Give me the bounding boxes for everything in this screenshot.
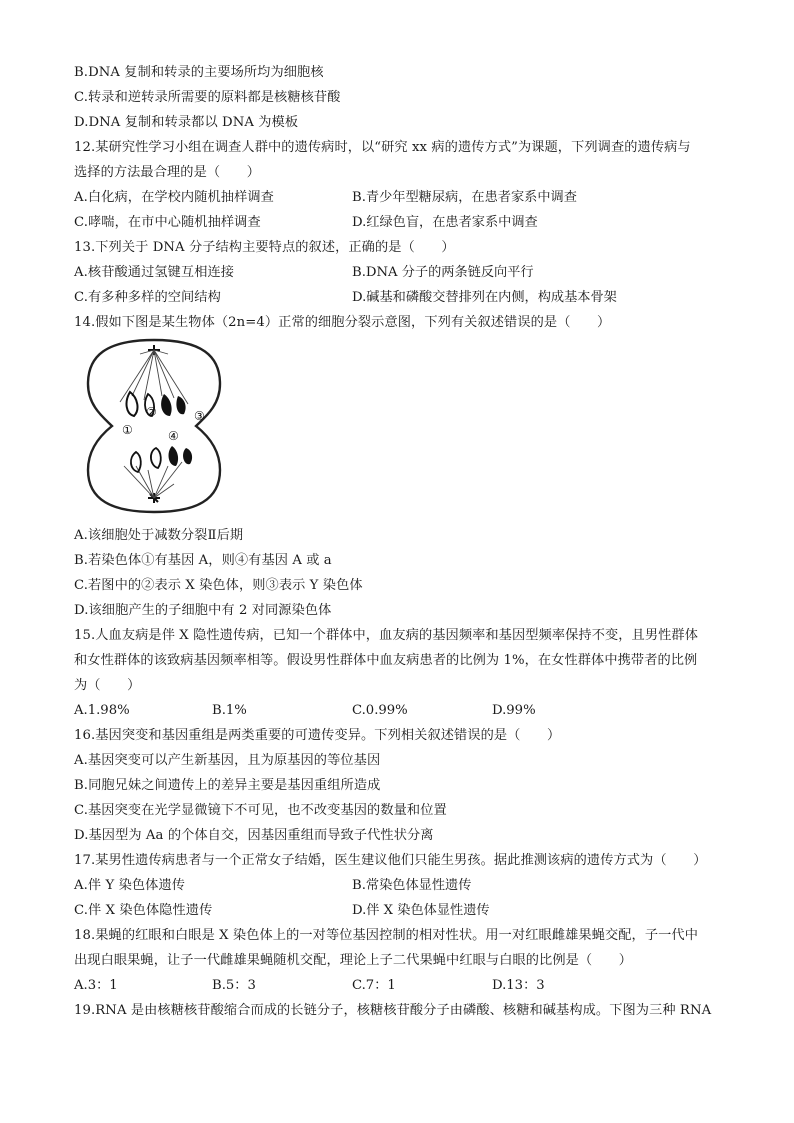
q17-option-c: C.伴 X 染色体隐性遗传 — [74, 903, 213, 918]
q13-option-c: C.有多种多样的空间结构 — [74, 290, 221, 305]
q14-option-c: C.若图中的②表示 X 染色体，则③表示 Y 染色体 — [74, 578, 363, 593]
q15-stem-line1: 15.人血友病是伴 X 隐性遗传病，已知一个群体中，血友病的基因频率和基因型频率保持不变，且男性群体 — [74, 628, 698, 643]
q15-option-b: B.1% — [212, 703, 247, 718]
q13-option-b: B.DNA 分子的两条链反向平行 — [352, 265, 534, 280]
q19-stem: 19.RNA 是由核糖核苷酸缩合而成的长链分子，核糖核苷酸分子由磷酸、核糖和碱基构成。下图为三种 RNA — [74, 1003, 712, 1018]
q17-option-b: B.常染色体显性遗传 — [352, 878, 472, 893]
q13-option-a: A.核苷酸通过氢键互相连接 — [74, 265, 235, 280]
q11-option-d: D.DNA 复制和转录都以 DNA 为模板 — [74, 115, 299, 130]
q12-stem-line1: 12.某研究性学习小组在调查人群中的遗传病时，以“研究 xx 病的遗传方式”为课题，下列调查的遗传病与 — [74, 140, 691, 155]
q15-stem-line3: 为（ ） — [74, 678, 141, 693]
label-3: ③ — [194, 409, 205, 423]
q16-option-d: D.基因型为 Aa 的个体自交，因基因重组而导致子代性状分离 — [74, 828, 434, 843]
q14-option-a: A.该细胞处于减数分裂Ⅱ后期 — [74, 528, 244, 543]
q13-stem: 13.下列关于 DNA 分子结构主要特点的叙述，正确的是（ ） — [74, 240, 455, 255]
q12-option-d: D.红绿色盲，在患者家系中调查 — [352, 215, 538, 230]
q17-option-a: A.伴 Y 染色体遗传 — [74, 878, 186, 893]
q15-stem-line2: 和女性群体的该致病基因频率相等。假设男性群体中血友病患者的比例为 1%，在女性群体中携带者的比例 — [74, 653, 698, 668]
q14-option-d: D.该细胞产生的子细胞中有 2 对同源染色体 — [74, 603, 332, 618]
q12-option-c: C.哮喘，在市中心随机抽样调查 — [74, 215, 261, 230]
label-1: ① — [122, 423, 133, 437]
q18-option-a: A.3：1 — [74, 978, 118, 993]
q18-option-d: D.13：3 — [492, 978, 545, 993]
q16-option-b: B.同胞兄妹之间遗传上的差异主要是基因重组所造成 — [74, 778, 381, 793]
q18-option-c: C.7：1 — [352, 978, 396, 993]
q11-option-c: C.转录和逆转录所需要的原料都是核糖核苷酸 — [74, 90, 341, 105]
q16-option-a: A.基因突变可以产生新基因，且为原基因的等位基因 — [74, 753, 381, 768]
q12-stem-line2: 选择的方法最合理的是（ ） — [74, 165, 261, 180]
q18-stem-line1: 18.果蝇的红眼和白眼是 X 染色体上的一对等位基因控制的相对性状。用一对红眼雌雄果蝇交配，子一代中 — [74, 928, 698, 943]
q16-stem: 16.基因突变和基因重组是两类重要的可遗传变异。下列相关叙述错误的是（ ） — [74, 728, 561, 743]
cell-division-figure — [84, 334, 224, 516]
q17-stem: 17.某男性遗传病患者与一个正常女子结婚，医生建议他们只能生男孩。据此推测该病的遗传方式为（ ） — [74, 853, 707, 868]
label-2: ② — [146, 405, 157, 419]
q13-option-d: D.碱基和磷酸交替排列在内侧，构成基本骨架 — [352, 290, 617, 305]
q14-stem: 14.假如下图是某生物体（2n=4）正常的细胞分裂示意图，下列有关叙述错误的是（ ） — [74, 315, 611, 330]
label-4: ④ — [168, 429, 179, 443]
q15-option-d: D.99% — [492, 703, 536, 718]
q12-option-a: A.白化病，在学校内随机抽样调查 — [74, 190, 274, 205]
q16-option-c: C.基因突变在光学显微镜下不可见，也不改变基因的数量和位置 — [74, 803, 447, 818]
q17-option-d: D.伴 X 染色体显性遗传 — [352, 903, 490, 918]
q14-option-b: B.若染色体①有基因 A，则④有基因 A 或 a — [74, 553, 332, 568]
q15-option-a: A.1.98% — [74, 703, 130, 718]
q15-option-c: C.0.99% — [352, 703, 408, 718]
q18-option-b: B.5：3 — [212, 978, 256, 993]
q18-stem-line2: 出现白眼果蝇，让子一代雌雄果蝇随机交配，理论上子二代果蝇中红眼与白眼的比例是（ ） — [74, 953, 633, 968]
q12-option-b: B.青少年型糖尿病，在患者家系中调查 — [352, 190, 577, 205]
q11-option-b: B.DNA 复制和转录的主要场所均为细胞核 — [74, 65, 324, 80]
